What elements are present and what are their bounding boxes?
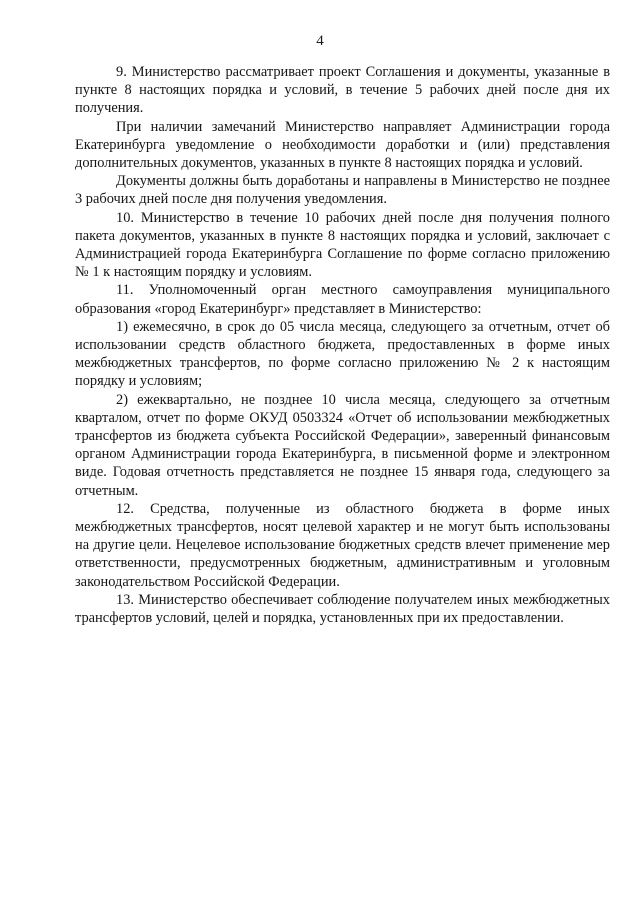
document-body xyxy=(75,63,610,627)
paragraph-remarks: При наличии замечаний Министерство направляет Администрации города Екатеринбурга уведомление о необходимости доработки и (или) представления дополнительных документов, указанных в пункте 8 настоящих порядка и условий. xyxy=(75,118,610,172)
paragraph-10: 10. Министерство в течение 10 рабочих дней после дня получения полного пакета документов, указанных в пункте 8 настоящих порядка и условий, заключает с Администрацией города Екатеринбурга Соглашение по форме согласно приложению № 1 к настоящим порядку и условиям. xyxy=(75,209,610,281)
paragraph-revision-deadline: Документы должны быть доработаны и направлены в Министерство не позднее 3 рабочих дней после дня получения уведомления. xyxy=(75,173,610,208)
paragraph-11-item-1: 1) ежемесячно, в срок до 05 числа месяца, следующего за отчетным, отчет об использовании средств областного бюджета, предоставленных в форме иных межбюджетных трансфертов, по форме согласно приложению № 2 к настоящим порядку и условиям; xyxy=(75,318,610,390)
paragraph-11: 11. Уполномоченный орган местного самоуправления муниципального образования «город Екатеринбург» представляет в Министерство: xyxy=(75,282,610,317)
paragraph-12: 12. Средства, полученные из областного бюджета в форме иных межбюджетных трансфертов, носят целевой характер и не могут быть использованы на другие цели. Нецелевое использование бюджетных средств влечет применение мер ответственности, предусмотренных бюджетным, административным и уголовным законодательством Российской Федерации. xyxy=(75,500,610,590)
page-number: 4 xyxy=(316,33,324,49)
paragraph-13: 13. Министерство обеспечивает соблюдение получателем иных межбюджетных трансфертов условий, целей и порядка, установленных при их предоставлении. xyxy=(75,591,610,627)
paragraph-9: 9. Министерство рассматривает проект Соглашения и документы, указанные в пункте 8 настоящих порядка и условий, в течение 5 рабочих дней после дня их получения. xyxy=(75,64,610,117)
paragraph-11-item-2: 2) ежеквартально, не позднее 10 числа месяца, следующего за отчетным кварталом, отчет по форме ОКУД 0503324 «Отчет об использовании межбюджетных трансфертов из бюджета субъекта Российской Федерации», заверенный финансовым органом Администрации города Екатеринбурга, в письменной форме и электронном виде. Годовая отчетность представляется не позднее 15 января года, следующего за отчетным. xyxy=(75,391,610,499)
